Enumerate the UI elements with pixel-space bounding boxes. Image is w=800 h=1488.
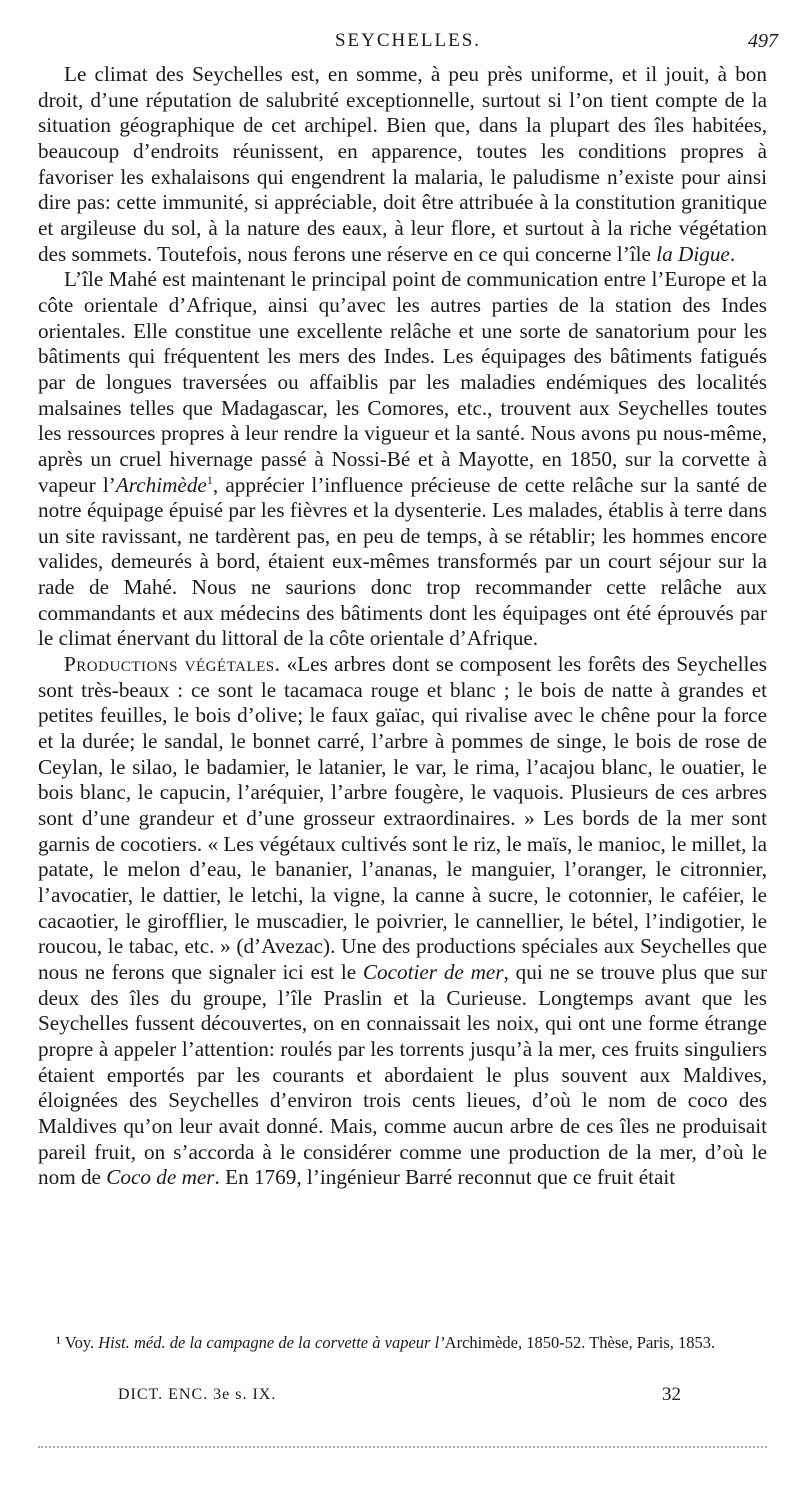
footnote — [38, 1332, 767, 1354]
footnote-text-b: , 1850-52. Thèse, Paris, 1853. — [517, 1333, 716, 1352]
section-heading: Productions végétales. — [64, 652, 281, 677]
footnote-italic: Hist. méd. de la campagne de la corvette à vapeur l’ — [98, 1333, 445, 1352]
coco-de-mer-italic: Coco de mer — [106, 1165, 215, 1190]
archimede-italic: Archimède — [115, 472, 207, 497]
paragraph-vegetation-text-b: , qui ne se trouve plus que sur deux des îles du groupe, l’île Praslin et la Curieuse. Longtemps avant que les Seychelles fussent découvertes, on en connaissait les noix, qui ont une forme étrange propre à appeler l’attention: roulés par les torrents jusqu’à la mer, ces fruits singuliers étaient emportés par les courants et abordaient le plus souvent aux Maldives, éloignées des Seychelles d’environ trois cents lieues, d’où le nom de coco des Maldives qu’on leur avait donné. Mais, comme aucun arbre de ces îles ne produisait pareil fruit, on s’accorda à le considérer comme une production de la mer, d’où le nom de — [38, 959, 768, 1190]
signature-mark: DICT. ENC. 3e s. IX. — [118, 1386, 277, 1403]
footnote-ref: 1 — [206, 472, 213, 487]
body-text — [38, 62, 767, 1191]
page-number: 497 — [748, 30, 778, 52]
paragraph-climate — [38, 62, 767, 267]
running-head — [38, 30, 778, 56]
cocotier-italic: Cocotier de mer — [362, 959, 504, 984]
la-digue-italic: la Digue — [656, 241, 730, 266]
paragraph-vegetation-text-a: «Les arbres dont se composent les forêts des Seychelles sont très-beaux : ce sont le tacamaca rouge et blanc ; le bois de natte à grandes et petites feuilles, le bois d’olive; le faux gaïac, qui rivalise avec le chêne pour la force et la durée; le sandal, le bonnet carré, l’arbre à pommes de singe, le bois de rose de Ceylan, le silao, le badamier, le latanier, le var, le rima, l’acajou blanc, le ouatier, le bois blanc, le capucin, l’aréquier, l’arbre fougère, le vaquois. Plusieurs de ces arbres sont d’une grandeur et d’une grosseur extraordinaires. » Les bords de la mer sont garnis de cocotiers. « Les végétaux cultivés sont le riz, le maïs, le manioc, le millet, la patate, le melon d’eau, le bananier, l’ananas, le manguier, l’oranger, le citronnier, l’avocatier, le dattier, le letchi, la vigne, la canne à sucre, le cotonnier, le caféier, le cacaotier, le girofflier, le muscadier, le poivrier, le cannellier, le bétel, l’indigotier, le roucou, le tabac, etc. » (d’Avezac). Une des productions spéciales aux Seychelles que nous ne ferons que signaler ici est le — [38, 652, 767, 984]
running-title: SEYCHELLES. — [334, 30, 482, 51]
signature-number: 32 — [662, 1384, 681, 1405]
footnote-text-a: Voy. — [60, 1333, 99, 1352]
paragraph-climate-end: . — [729, 241, 736, 266]
paragraph-mahe — [38, 267, 767, 652]
bottom-rule — [38, 1446, 767, 1448]
footnote-marker: ¹ — [56, 1333, 61, 1352]
paragraph-mahe-text-b: , apprécier l’influence précieuse de cette relâche sur la santé de notre équipage épuisé par les fièvres et la dysenterie. Les malades, établis à terre dans un site ravissant, ne tardèrent pas, en peu de temps, à se rétablir; les hommes encore valides, demeurés à bord, étaient eux-mêmes transformés par un court séjour sur la rade de Mahé. Nous ne saurions donc trop recommander cette relâche aux commandants et aux médecins des bâtiments dont les équipages ont été éprouvés par le climat énervant du littoral de la côte orientale d’Afrique. — [38, 472, 767, 651]
paragraph-vegetation-text-c: . En 1769, l’ingénieur Barré reconnut que ce fruit était — [214, 1165, 676, 1190]
paragraph-mahe-text-a: L’île Mahé est maintenant le principal point de communication entre l’Europe et la côte orientale d’Afrique, ainsi qu’avec les autres parties de la station des Indes orientales. Elle constitue une excellente relâche et une sorte de sanatorium pour les bâtiments qui fréquentent les mers des Indes. Les équipages des bâtiments fatigués par de longues traversées ou affaiblis par les maladies endémiques des localités malsaines telles que Madagascar, les Comores, etc., trouvent aux Seychelles toutes les ressources propres à leur rendre la vigueur et la santé. Nous avons pu nous-même, après un cruel hivernage passé à Nossi-Bé et à Mayotte, en 1850, sur la corvette à vapeur l’ — [38, 267, 767, 497]
footnote-title: Archimède — [444, 1333, 518, 1352]
paragraph-vegetation — [38, 652, 767, 1191]
paragraph-climate-text: Le climat des Seychelles est, en somme, à peu près uniforme, et il jouit, à bon droit, d’une réputation de salubrité exceptionnelle, surtout si l’on tient compte de la situation géographique de cet archipel. Bien que, dans la plupart des îles habitées, beaucoup d’endroits réunissent, en apparence, toutes les conditions propres à favoriser les exhalaisons qui engendrent la malaria, le paludisme n’existe pour ainsi dire pas: cette immunité, si appréciable, doit être attribuée à la constitution granitique et argileuse du sol, à la nature des eaux, à leur flore, et surtout à la riche végétation des sommets. Toutefois, nous ferons une réserve en ce qui concerne l’île — [38, 62, 767, 266]
